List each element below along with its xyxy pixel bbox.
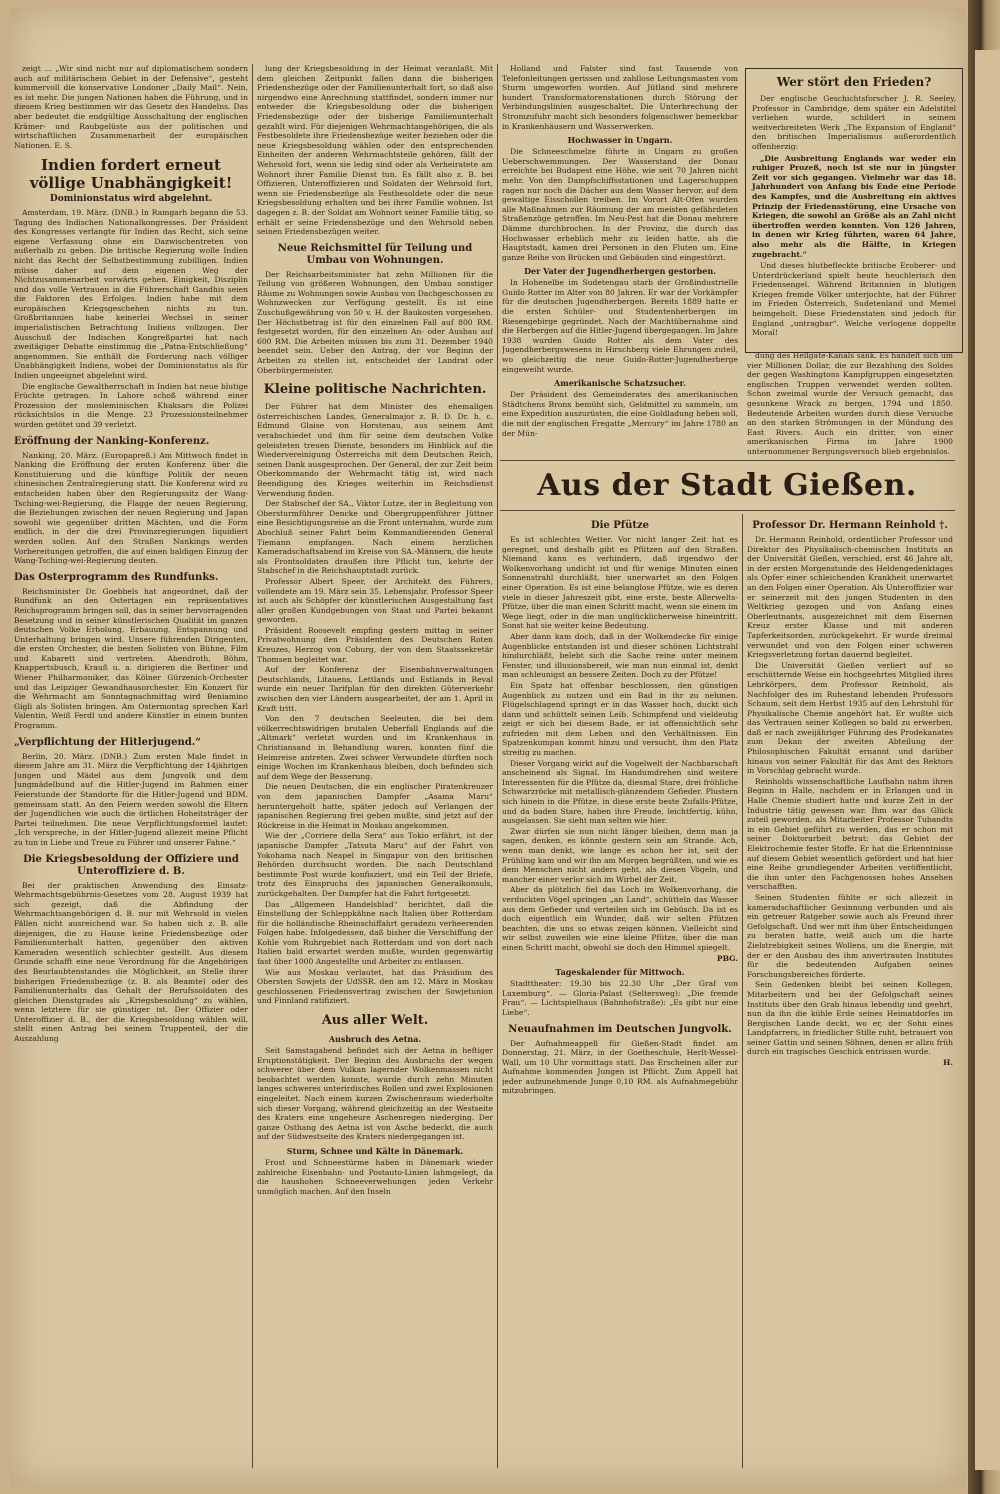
reinhold-text-5: Sein Gedenken bleibt bei seinen Kollegen, Mitarbeitern und bei der Gefolgschaft seines Instituts über den Grab hinaus lebendig und geehrt, nun da ihn die kühle Erde seines Heimatdorfes im Bergischen Lande deckt, wo er, der Sohn eines Landpfarrers, in friedlicher Stille ruht, betrauert von seiner Gattin und seinen Söhnen, denen er allzu früh durch ein tragisches Geschick entrissen wurde. bbox=[747, 980, 953, 1057]
column-3-bottom bbox=[502, 514, 738, 1468]
banner-rule-top bbox=[500, 460, 955, 461]
column-2 bbox=[257, 64, 493, 1468]
column-divider-1 bbox=[252, 64, 253, 1468]
column-divider-2 bbox=[497, 64, 498, 1468]
frieden-headline: Wer stört den Frieden? bbox=[776, 75, 932, 89]
column-divider-3 bbox=[742, 514, 743, 1468]
reinhold-signature: H. bbox=[943, 1058, 953, 1068]
reinhold-text-1: Dr. Hermann Reinhold, ordentlicher Professor und Direktor des Physikalisch-chemischen Instituts an der Universität Gießen, verschied, erst 46 Jahre alt, in der ersten Morgenstunde des Heldengedenktages als Opfer einer schleichenden Krankheit unerwartet an den Folgen einer Operation. Als Unteroffizier war er seinerzeit mit den jungen Studenten in den Weltkrieg gezogen und von Anfang eines Oberleutnants, ausgezeichnet mit dem Eisernen Kreuz erster Klasse und mit anderen Tapferkeitsorden, zurückgekehrt. Er wurde dreimal verwundet und von den Folgen einer schweren Kriegsverletzung fortan dauernd begleitet. bbox=[747, 535, 953, 660]
jungvolk-headline: Neuaufnahmen im Deutschen Jungvolk. bbox=[508, 1023, 732, 1035]
reichsmittel-headline: Neue Reichsmittel für Teilung und Umbau von Wohnungen. bbox=[277, 242, 473, 266]
indien-headline: Indien fordert erneut völlige Unabhängigkeit! bbox=[29, 156, 233, 193]
kleine-nachrichten-headline: Kleine politische Nachrichten. bbox=[263, 382, 487, 398]
frieden-quote: „Die Ausbreitung Englands war weder ein ruhiger Prozeß, noch ist sie nur in jüngster Zeit vor sich gegangen. Vielmehr war das 18. Jahrhundert von Anfang bis Ende eine Periode des Kampfes, und die Ausbreitung ein aktives Prinzip der Friedensstörung, eine Ursache von Kriegen, die sowohl an Größe als an Zahl nicht übertroffen werden konnten. Von 126 Jahren, in denen wir Krieg führten, waren 64 Jahre, also mehr als die Hälfte, in Kriegen zugebracht.“ bbox=[752, 153, 956, 259]
kriegsbesoldung-text: Bei der praktischen Anwendung des Einsatz-Wehrmachtsgebührnis-Gesetzes vom 28. August 1939 hat sich gezeigt, daß die Abfindung der Wehrmachtsangehörigen d. B. nur mit Wehrsold in vielen Fällen nicht ausreichend war. So haben sich z. B. alle diejenigen, die zu Hause keine Friedensbezüge oder Familienunterhalt hatten, gegenüber den aktiven Kameraden wesentlich schlechter gestellt. Aus diesem Grunde schafft eine neue Verordnung für die Angehörigen des Beurlaubtenstandes die Möglichkeit, an Stelle ihrer bisherigen Friedensbezüge (z. B. als Beamte) oder des Familienunterhalts das Gehalt der Berufssoldaten des gleichen Dienstgrades als „Kriegsbesoldung“ zu wählen, wenn letztere für sie günstiger ist. Der Offizier oder Unteroffizier d. B., der die Kriegsbesoldung wählen will, stellt einen Antrag bei seinem Truppenteil, der die Auszahlung bbox=[14, 880, 248, 1044]
tageskalender-text: Stadttheater: 19.30 bis 22.30 Uhr „Der Graf von Luxemburg“. — Gloria-Palast (Seltersweg): „Die fremde Frau“. — Lichtspielhaus (Bahnhofstraße): „Es gibt nur eine Liebe“. bbox=[502, 979, 738, 1017]
jungvolk-text: Der Aufnahmeappell für Gießen-Stadt findet am Donnerstag, 21. März, in der Goetheschule, Herlt-Wessel-Wall, um 10 Uhr vormittags statt. Das Erscheinen aller zur Aufnahme kommenden Jungen ist Pflicht. Zum Appell hat jeder aufzunehmende Junge 0,10 RM. als Aufnahmegebühr mitzubringen. bbox=[502, 1038, 738, 1096]
pfuetze-headline: Die Pfütze bbox=[590, 520, 650, 531]
kleine-nachrichten-7: Die neuen Deutschen, die ein englischer Piratenkreuzer von dem japanischen Dampfer „Asama Maru“ heruntergeholt hatte, später jedoch auf Verlangen der japanischen Regierung frei geben mußte, sind jetzt auf der Rückreise in die Heimat in Moskau angekommen. bbox=[257, 782, 493, 830]
intro-fragment: zeigt ... „Wir sind nicht nur auf diplomatischem sondern auch auf militärischem Gebiet in der Defensive“, gesteht kummervoll die konservative Londoner „Daily Mail“. Nein, es ist mehr. Die jungen Nationen haben die Führung, und in diesem Krieg bestimmen wir das Gesetz des Handelns. Das aber bedeutet die endgültige Ausschaltung der englischen Krämer- und Raubgelüste aus der politischen und wirtschaftlichen Zusammenarbeit der europäischen Nationen. E. S. bbox=[14, 64, 248, 150]
kleine-nachrichten-1: Der Führer hat dem Minister des ehemaligen österreichischen Landes, Generalmajor z. B. D. Dr. h. c. Edmund Glaise von Horstenau, aus seinem Amt verabschiedet und ihm für seine dem deutschen Volke geleisteten treuen Dienste, besonders im Hinblick auf die Wiedervereinigung Österreichs mit dem Deutschen Reich, seinen Dank ausgesprochen. Der General, der zur Zeit beim Oberkommando der Wehrmacht tätig ist, wird nach Beendigung des Krieges weiterhin im Reichsdienst Verwendung finden. bbox=[257, 402, 493, 498]
reinhold-text-4: Seinen Studenten fühlte er sich allezeit in kameradschaftlicher Gesinnung verbunden und als ein getreuer Ratgeber sowie auch als Freund ihrer Gefolgschaft. Und wer mit ihm über Entscheidungen zu beraten hatte, weiß auch um die harte Zielstrebigkeit seines Wollens, um die Energie, mit der er den Ausbau des ihm anvertrauten Institutes für die bedeutenden Aufgaben seines Forschungsbereiches förderte. bbox=[747, 892, 953, 979]
kleine-nachrichten-6: Von den 7 deutschen Seeleuten, die bei dem völkerrechtswidrigen brutalen Ueberfall Englands auf die „Altmark“ verletzt wurden und im Krankenhaus in Christiansand in Behandlung waren, konnten fünf die Heimreise antreten. Zwei schwer Verwundete dürften noch einige Wochen im Krankenhaus bleiben, doch befinden sich auf dem Wege der Besserung. bbox=[257, 714, 493, 781]
adjacent-page-strip bbox=[975, 50, 1000, 1470]
frieden-box bbox=[745, 68, 963, 353]
pfuetze-text-1: Es ist schlechtes Wetter. Vor nicht langer Zeit hat es geregnet, und deshalb gibt es Pfützen auf den Straßen. Niemand kann es verhindern, daß irgendwo der Wolkenvorhang undicht ist und für wenige Minuten einen Sonnenstrahl durchläßt, hier unerwartet an den Folgen einer Operation. Es ist eine belanglose Pfütze, wie es deren viele in dieser Jahreszeit gibt, eine erste, beste Allerwelts-Pfütze, über die man einen Schritt macht, wenn sie einem im Wege liegt, oder in die man unglücklicherweise hineintritt. Sonst hat sie weiter keine Bedeutung. bbox=[502, 535, 738, 631]
hitlerjugend-text: Berlin, 20. März. (DNB.) Zum ersten Male findet in diesem Jahre am 31. März die Verpflichtung der 14jährigen Jungen und Mädel aus dem Jungvolk und dem Jungmädelbund auf die Hitler-Jugend im Rahmen einer Feierstunde der Standorte für die Hitler-Jugend und BDM. gemeinsam statt. An den Feiern werden sowohl die Eltern der Jugendlichen wie auch die örtlichen Hoheitsträger der Partei teilnehmen. Die neue Verpflichtungsformel lautet: „Ich verspreche, in der Hitler-Jugend allezeit meine Pflicht zu tun in Liebe und Treue zu Führer und unserer Fahne.“ bbox=[14, 751, 248, 847]
reinhold-text-2: Die Universität Gießen verliert auf so erschütternde Weise ein hochgeehrtes Mitglied ihres Lehrkörpers, dem Professor Reinhold, als Nachfolger des im Ruhestand lebenden Professors Schaum, seit dem Herbst 1935 auf den Lehrstuhl für Physikalische Chemie angehört hat. Er wußte sich das Vertrauen seiner Kollegen so bald zu erwerben, daß er nach zweijähriger Führung des Prodekanates zum Dekan der zweiten Abteilung der Philosophischen Fakultät ernannt und darüber hinaus von seiner Fakultät für das Amt des Rektors in Vorschlag gebracht wurde. bbox=[747, 660, 953, 776]
tageskalender-headline: Tageskalender für Mittwoch. bbox=[555, 967, 685, 978]
reinhold-text-3: Reinholds wissenschaftliche Laufbahn nahm ihren Beginn in Halle, nachdem er in Erlangen und in Halle Chemie studiert hatte und kurze Zeit in der Industrie tätig gewesen war. Ihm war das Glück zuteil geworden, als Mitarbeiter Professor Tubandts in ein Gebiet geführt zu werden, das er schon mit seiner Doktorarbeit betrat: das Gebiet der Elektrochemie fester Stoffe. Er hat die Erkenntnisse auf diesem Gebiet wesentlich gefördert und hat hier eine Reihe grundlegender Arbeiten veröffentlicht, die ihm unter den Fachgenossen hohes Ansehen verschafften. bbox=[747, 776, 953, 892]
schatzsucher-text: Der Präsident des Gemeinderates des amerikanischen Städtchens Bronx bemüht sich, Geldmittel zu sammeln, um eine Expedition auszurüsten, die eine Goldladung heben soll, die mit der englischen Fregatte „Mercury“ im Jahre 1780 an der Mün- bbox=[502, 390, 738, 438]
osterprogramm-headline: Das Osterprogramm des Rundfunks. bbox=[14, 571, 219, 583]
osterprogramm-text: Reichsminister Dr. Goebbels hat angeordnet, daß der Rundfunk an den Ostertagen ein repräsentatives Reichsprogramm bringen soll, das in seiner hervorragenden Besetzung und in seiner künstlerischen Qualität im ganzen deutschen Volke Erholung, Erbauung, Entspannung und Unterhaltung bringen wird. Unsere führenden Dirigenten, die ersten Orchester, die besten Solisten von Bühne, Film und Kabarett sind vertreten. Abendroth, Böhm, Knappertsbusch, Krauß u. a. dirigieren die Berliner und Wiener Philharmoniker, das Kölner Gürzenich-Orchester und das Leipziger Gewandhausorchester. Ein Konzert für die Wehrmacht am Sonntagnachmittag wird Beniamino Gigli als Solisten bringen. Am Ostermontag sprechen Karl Valentin, Weiß Ferdl und andere Künstler in einem bunten Programm. bbox=[14, 586, 248, 731]
frieden-text: Und dieses blutbefleckte britische Eroberer- und Unterdrückerland spielt heute heuchlerisch den Friedensengel. Während Britannien in blutigen Kriegen fremde Völker unterjochte, hat der Führer im Frieden Österreich, Sudetenland und Memel heimgeholt. Diese Friedenstaten sind jedoch für England „untragbar“. Welche verlogene doppelte Moral! bbox=[752, 261, 956, 338]
reinhold-headline: Professor Dr. Hermann Reinhold †. bbox=[752, 520, 948, 531]
indien-text: Amsterdam, 19. März. (DNB.) In Ramgarh begann die 53. Tagung des Indischen Nationalkongresses. Der Präsident des Kongresses verlangte für Indien das Recht, sich seine eigene Verfassung ohne ein Dazwischentreten von außerhalb zu geben. Die britische Regierung wolle Indien nicht das Recht der Selbstbestimmung zubilligen. Indien müsse daher auf dem eigenen Weg der Nichtzusammenarbeit vorwärts gehen. Einigkeit, Disziplin und das volle Vertrauen in die Führerschaft Gandhis seien die Faktoren des Erfolges. Indien habe mit dem europäischen Kriegsgeschehen nichts zu tun. Großbritannien habe keinerlei Wechsel in seiner imperialistischen Betrachtung Indiens vollzogen. Der Ausschuß der Indischen Kongreßpartei hat nach zweitägiger Debatte einstimmig die „Patna-Entschließung“ angenommen. Sie enthält die Forderung nach völliger Unabhängigkeit Indiens, wobei der Dominionstatus als für Indien ungeeignet abgelehnt wird. bbox=[14, 207, 248, 381]
column-4-top bbox=[747, 351, 953, 456]
newspaper-page bbox=[10, 8, 965, 1486]
daenemark-text: Frost und Schneestürme haben in Dänemark wieder zahlreiche Eisenbahn- und Postauto-Linien lahmgelegt, da die haushohen Schneeverwehungen jeden Verkehr unmöglich machen. Auf den Inseln bbox=[257, 1157, 493, 1196]
hochwasser-headline: Hochwasser in Ungarn. bbox=[567, 135, 673, 146]
jugendherbergen-text: In Hohenelbe im Sudetengau starb der Großindustrielle Guido Rotter im Alter von 80 Jahren. Er war der Vorkämpfer für die deutschen Jugendherbergen. Bereits 1889 hatte er die ersten Schüler- und Studentenherbergen im Riesengebirge gegründet. Nach der Machtübernahme sind die Herbergen auf die Hitler-Jugend übergegangen. Im Jahre 1938 wurden Guido Rotter als dem Vater des Jugendherbergswesens in Hirschberg viele Ehrungen zuteil, wo gleichzeitig die neue Guido-Rotter-Jugendherberge eingeweiht wurde. bbox=[502, 278, 738, 374]
schatzsucher-headline: Amerikanische Schatzsucher. bbox=[554, 378, 686, 389]
pfuetze-text-6: Aber da plötzlich fiel das Loch im Wolkenvorhang, die verduckten Vögel springen „an Land“, schütteln das Wasser aus dem Gefieder und verteilen sich im Gebüsch. Da ist es doch eigentlich ein Wunder, daß wir selten Pfützen beachten, die uns so etwas zeigen können. Vielleicht sind wir selbst zuweilen wie eine kleine Pfütze, über die man einen Schritt macht, obwohl sie doch den Himmel spiegelt. bbox=[502, 885, 738, 952]
daenemark-continued: Holland und Falster sind fast Tausende von Telefonleitungen gerissen und zahllose Leitungsmasten vom Sturm umgeworfen worden. Auf Jütland sind mehrere hundert Transformatorenstationen durch Störung der Verbindungslinien ausgeschaltet. Die Unterbrechung der Stromzufuhr macht sich besonders folgenschwer bemerkbar in Krankenhäusern und Wasserwerken. bbox=[502, 64, 738, 131]
banner-rule-bottom bbox=[500, 510, 955, 511]
stadt-giessen-banner: Aus der Stadt Gießen. bbox=[537, 468, 917, 503]
column-1 bbox=[14, 64, 248, 1468]
indien-text-2: Die englische Gewaltherrschaft in Indien hat neue blutige Früchte getragen. In Lahore schoß während einer Prozession der mosleminischen Khaksars die Polizei rücksichtslos in die Menge. 23 Prozessionsteilnehmer wurden getötet und 39 verletzt. bbox=[14, 381, 248, 429]
aus-aller-welt-headline: Aus aller Welt. bbox=[321, 1013, 429, 1029]
hitlerjugend-headline: „Verpflichtung der Hitlerjugend.“ bbox=[14, 736, 201, 748]
pfuetze-text-2: Aber dann kam doch, daß in der Wolkendecke für einige Augenblicke entstanden ist und dieser schönen Lichtstrahl hindurchläßt, belebt sich die Sache reine unter meinem Fenster, und illusionsbereit, wie man nun einmal ist, denkt man schleunigst an bessere Zeiten. Doch zu der Pfütze! bbox=[502, 631, 738, 680]
pfuetze-text-5: Zwar dürfen sie nun nicht länger bleiben, denn man ja sagen, denken, es könnte gestern sein am Strande. Ach, wenn man denkt, wie lange es schon her ist, seit der Frühling kam und wir ihn am Morgen begrüßten, und wie es dem Menschen nicht anders geht, als diesen Vögeln, und mancher einer verlor sich im Wirbel der Zeit. bbox=[502, 826, 738, 884]
kleine-nachrichten-9: Das „Allgemeen Handelsblad“ berichtet, daß die Einstellung der Schleppkähne nach Italien über Rotterdam für die holländische Rheinschiffahrt geradezu verheerenden Folgen habe. Infolgedessen, daß bisher die Verschiffung der Kohle vom Ruhrgebiet nach Rotterdam und von dort nach Italien bald erwartet werden mußte, wurden gegenwärtig fast über 1000 Angestellte und Arbeiter zu entlassen. bbox=[257, 899, 493, 967]
aetna-subheadline: Ausbruch des Aetna. bbox=[328, 1034, 422, 1045]
kleine-nachrichten-3: Professor Albert Speer, der Architekt des Führers, vollendete am 19. März sein 35. Lebensjahr. Professor Speer ist auch als Schöpfer der künstlerischen Ausgestaltung fast aller großen Kundgebungen von Staat und Partei bekannt geworden. bbox=[257, 576, 493, 625]
jugendherbergen-headline: Der Vater der Jugendherbergen gestorben. bbox=[524, 266, 716, 277]
kleine-nachrichten-4: Präsident Roosevelt empfing gestern mittag in seiner Privatwohnung den Präsidenten des Deutschen Roten Kreuzes, Herzog von Coburg, der von dem Staatssekretär Thomsen begleitet war. bbox=[257, 625, 493, 664]
daenemark-subheadline: Sturm, Schnee und Kälte in Dänemark. bbox=[286, 1145, 464, 1156]
schatzsucher-continued: dung des Hellgate-Kanals sank. Es handelt sich um vier Millionen Dollar, die zur Bezahlung des Soldes der gegen Washingtons Kampfgruppen eingesetzten englischen Truppen verwendet werden sollten. Schon zweimal wurde der Versuch gemacht, das gesunkene Wrack zu bergen, 1794 und 1850. Bedeutende Arbeiten wurden durch diese Versuche an den starken Strömungen in der Mündung des East Rivers. Auch ein dritter, von einer amerikanischen Firma im Jahre 1900 unternommener Bergungsversuch blieb ergebnislos. bbox=[747, 351, 953, 456]
frieden-intro: Der englische Geschichtsforscher J. R. Seeley, Professor in Cambridge, dem später ein Adelstitel verliehen wurde, schildert in seinem weitverbreiteten Werk „The Expansion of England“ den britischen Imperialismus außerordentlich offenherzig: bbox=[752, 94, 956, 151]
nanking-headline: Eröffnung der Nanking-Konferenz. bbox=[14, 435, 210, 447]
kleine-nachrichten-5: Auf der Konferenz der Eisenbahnverwaltungen Deutschlands, Litauens, Lettlands und Estlands in Reval wurde ein neuer Tarifplan für den direkten Güterverkehr zwischen den vier Ländern ausgearbeitet, der am 1. April in Kraft tritt. bbox=[257, 665, 493, 713]
aetna-text: Seit Samstagabend befindet sich der Aetna in heftiger Eruptionstätigkeit. Der Beginn des Ausbruchs der wegen schwerer über dem Vulkan lagernder Wolkenmassen nicht beobachtet werden konnte, wurde durch zehn Minuten langes schweres unterirdisches Rollen und zwei Explosionen eingeleitet. Nach einem kurzen Zwischenraum wiederholte sich dieser Vorgang, während gleichzeitig an der Westseite des Kraters eine ungeheure Aschenregen niederging. Der ganze Osthang des Aetna ist von Asche bedeckt, die auch auf der Südwestseite des Kraters niedergegangen ist. bbox=[257, 1046, 493, 1142]
nanking-text: Nanking, 20. März. (Europapreß.) Am Mittwoch findet in Nanking die Eröffnung der ersten Konferenz über die Konstituierung und die künftige Politik der neuen chinesischen Zentralregierung statt. Die Konferenz wird zu entscheiden haben über den Regierungssitz der Wang-Tsching-wei-Regierung, die Flagge der neuen Regierung, die Beziehungen zwischen der neuen Regierung und Japan sowohl wie gegenüber dritten Mächten, und die Form endlich, in der die drei Provinzregierungen liquidiert werden sollen. Auf den Straßen Nankings werden Vorbereitungen getroffen, die auf einen baldigen Einzug der Wang-Tsching-wei-Regierung deuten. bbox=[14, 450, 248, 566]
pfuetze-text-3: Ein Spatz hat offenbar beschlossen, den günstigen Augenblick zu nutzen und ein Bad in ihr zu nehmen. Flügelschlagend springt er in das Wasser hoch, duckt sich dann und schüttelt seinen Leib. Schimpfend und vieldeutig zeigt er sich bei diesem Bade, er ist offensichtlich sehr zufrieden mit dem Leben und den Verhältnissen. Ein Spatzenkumpan kommt hinzu und versucht, ihm den Platz streitig zu machen. bbox=[502, 680, 738, 758]
reichsmittel-text: Der Reichsarbeitsminister hat zehn Millionen für die Teilung von größeren Wohnungen, den Umbau sonstiger Räume zu Wohnungen sowie Ausbau von Dachgeschossen zu Wohnzwecken zur Verfügung gestellt. Es ist eine Zuschußgewährung von 50 v. H. der Baukosten vorgesehen. Der Höchstbetrag ist für den einzelnen Fall auf 800 RM. festgesetzt worden, für den einzelnen An- oder Ausbau auf 600 RM. Die Arbeiten müssen bis zum 31. Dezember 1940 beendet sein. Ueber den Antrag, der vor Beginn der Arbeiten zu stellen ist, entscheidet der Landrat oder Oberbürgermeister. bbox=[257, 269, 493, 375]
column-4-bottom bbox=[747, 514, 953, 1468]
kleine-nachrichten-8: Wie der „Corriere della Sera“ aus Tokio erfährt, ist der japanische Dampfer „Tatsuta Maru“ auf der Fahrt von Yokohama nach Neapel in Singapur von den britischen Behörden durchsucht worden. Die nach Deutschland bestimmte Post wurde konfisziert, und ein Teil der Briefe, trotz des Einspruchs des japanischen Generalkonsuls, zurückgehalten. Der Dampfer hat die Fahrt fortgesetzt. bbox=[257, 831, 493, 898]
hochwasser-text: Die Schneeschmelze führte in Ungarn zu großen Ueberschwemmungen. Der Wasserstand der Donau erreichte bei Budapest eine Höhe, wie seit 70 Jahren nicht mehr. Von den Dampfschiffsstationen und Lagerschuppen ragen nur noch die Dächer aus dem Wasser hervor, auf dem gewaltige Eisschollen treiben. Im Vorort Alt-Ofen wurden alle Maßnahmen zur Räumung der am meisten gefährdeten Straßenzüge getroffen. Im Neu-Pest hat die Donau mehrere Dämme durchbrochen. In der Provinz, die durch das Hochwasser erheblich mehr zu leiden hatte, als die Hauptstadt, kamen drei Personen in den Fluten um. Eine ganze Reihe von Brücken und Gebäuden sind eingestürzt. bbox=[502, 147, 738, 262]
column-3-top bbox=[502, 64, 738, 456]
kriegsbesoldung-continued: lung der Kriegsbesoldung in der Heimat veranlaßt. Mit dem gleichen Zeitpunkt fallen dann die bisherigen Friedensbezüge oder der Familienunterhalt fort, so daß also nirgendwo eine Anrechnung stattfindet, sondern immer nur entweder die Kriegsbesoldung oder die bisherigen Friedensbezüge oder der bisherige Familienunterhalt gezahlt wird. Für diejenigen Wehrmachtangehörigen, die als Festbesoldete ihre Friedensbezüge weiter beziehen oder die neue Kriegsbesoldung wählen oder den entsprechenden Einheiten der anderen Wehrmachtsteile gehören, fällt der Wehrsold fort, wenn sie ledig sind oder als Verheiratete am Wohnort ihrer Familie Dienst tun. Es fällt also z. B. bei Offizieren, Unteroffizieren und Soldaten der Wehrsold fort, wenn sie Friedensbezüge als Festbesoldete oder die neue Kriegsbesoldung erhalten und bei ihrer Familie wohnen. Ist dagegen z. B. der Soldat am Wohnort seiner Familie tätig, so erhält er seine Friedensbezüge und den Wehrsold neben seinen Friedensbezügen weiter. bbox=[257, 64, 493, 237]
kleine-nachrichten-2: Der Stabschef der SA., Viktor Lutze, der in Begleitung von Obersturmführer Dencke und Obergruppenführer Jüttner eine Besichtigungsreise an die Front unternahm, wurde zum Abschluß seiner Fahrt beim Kommandierenden General Tiemann empfangen. Nach einem herzlichen Kameradschaftsabend im Kreise von SA.-Männern, die heute als Frontsoldaten draußen ihre Pflicht tun, kehrte der Stabschef in die Reichshauptstadt zurück. bbox=[257, 499, 493, 576]
indien-subheadline: Dominionstatus wird abgelehnt. bbox=[49, 194, 213, 205]
kriegsbesoldung-headline: Die Kriegsbesoldung der Offiziere und Unteroffiziere d. B. bbox=[23, 853, 239, 877]
pfuetze-signature: PBG. bbox=[716, 953, 738, 963]
pfuetze-text-4: Dieser Vorgang wirkt auf die Vogelwelt der Nachbarschaft anscheinend als Signal. Im Handumdrehen sind weitere Interessenten für die Pfütze da, diesmal Stare, drei fröhliche Schwarzröcke mit metallisch-glänzendem Gefieder. Plustern sich hinein in die Pfütze, in diese erste beste Zufalls-Pfütze, und da baden Stare, haben ihre Freude, leichtfertig, kühn, ausgelassen. Sie sieht man selten wie hier. bbox=[502, 758, 738, 826]
kleine-nachrichten-10: Wie aus Moskau verlautet, hat das Präsidium des Obersten Sowjets der UdSSR. den am 12. März in Moskau geschlossenen Friedensvertrag zwischen der Sowjetunion und Finnland ratifiziert. bbox=[257, 967, 493, 1006]
